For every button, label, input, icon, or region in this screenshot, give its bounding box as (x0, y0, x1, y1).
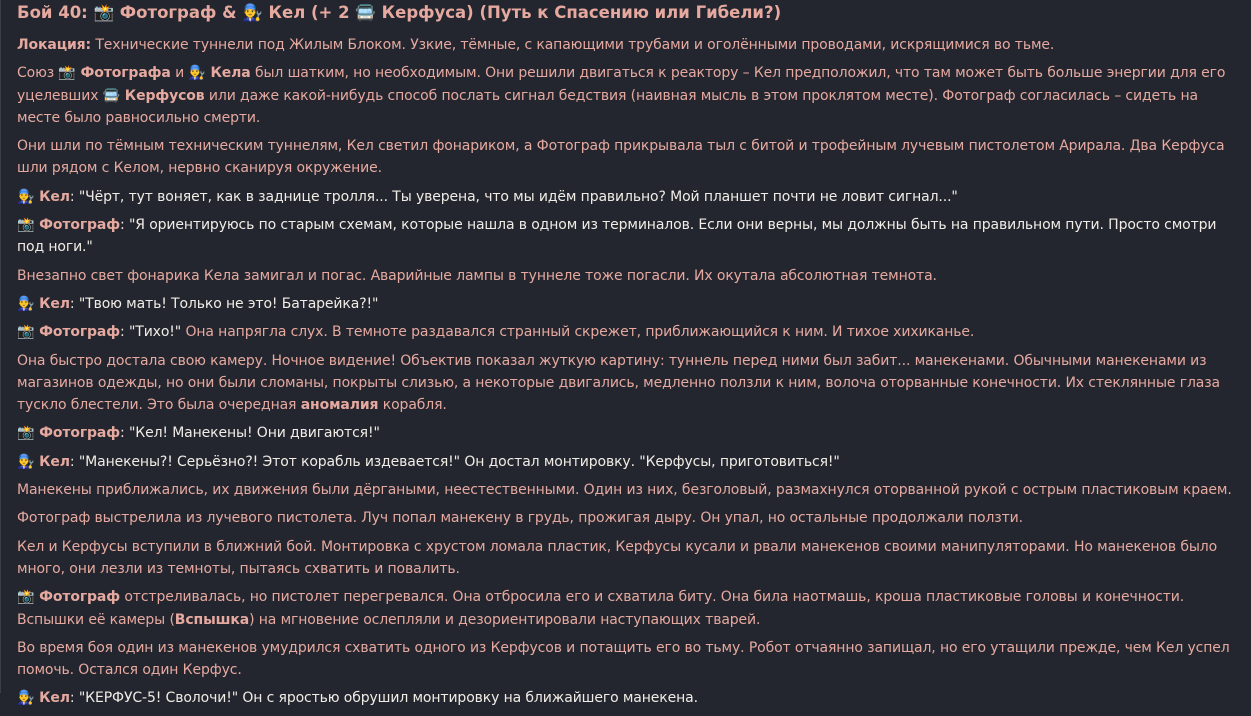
dialogue-text: : "Тихо!" (120, 324, 182, 341)
dialogue-text: : "Твою мать! Только не это! Батарейка?!" (69, 295, 379, 312)
dialogue-text: : "КЕРФУС-5! Сволочи!" (69, 690, 239, 707)
camera-icon: 📸 (17, 324, 35, 341)
narration-paragraph: Манекены приближались, их движения были дёргаными, неестественными. Один из них, безголовый, размахнулся оторванной рукой с острым пластиковым краем. (17, 482, 1232, 499)
mechanic-icon: 👨‍🔧 (17, 188, 35, 205)
dialogue-text: : "Кел! Манекены! Они двигаются!" (120, 425, 380, 442)
text-span: был шатким, но необходимым. Они решили двигаться к реактору – Кел предположил, что там может быть больше энергии для его уцелевших (17, 65, 1226, 104)
mechanic-icon: 👨‍🔧 (188, 65, 206, 82)
dialogue-line (17, 451, 1239, 473)
flash-term: Вспышка (174, 611, 250, 628)
speaker-name: Фотограф (34, 217, 121, 234)
location-paragraph (17, 34, 1239, 56)
text-span: и (170, 65, 189, 82)
story-content (17, 34, 1239, 716)
speaker-name: Кел (34, 453, 70, 470)
text-span: отстреливалась, но пистолет перегревался. Она отбросила его и схватила биту. Она била наотмашь, кроша пластиковые головы и конечности. Вспышки её камеры ( (17, 589, 1185, 628)
speaker-name: Фотограф (34, 324, 121, 341)
fight-title: Бой 40: 📸 Фотограф & 👨‍🔧 Кел (+ 2 🚍 Керфуса) (Путь к Спасению или Гибели?) (17, 3, 782, 22)
mechanic-icon: 👨‍🔧 (17, 453, 35, 470)
dialogue-line (17, 186, 1239, 208)
narration-paragraph (17, 586, 1239, 631)
speaker-name: Кел (34, 295, 70, 312)
camera-icon: 📸 (17, 217, 35, 234)
dialogue-line (17, 321, 1239, 343)
dialogue-line (17, 214, 1239, 259)
narration-paragraph: Фотограф выстрелила из лучевого пистолета. Луч попал манекену в грудь, прожигая дыру. Он упал, но остальные продолжали ползти. (17, 510, 1023, 527)
kel-name: Кела (205, 65, 251, 82)
dialogue-text: Он достал монтировку. "Керфусы, приготовиться!" (459, 453, 840, 470)
kerfus-name: Керфусов (120, 87, 205, 104)
speaker-name: Кел (34, 690, 70, 707)
dialogue-line (17, 293, 1239, 315)
speaker-name: Фотограф (34, 589, 121, 606)
speaker-name: Кел (34, 188, 70, 205)
text-span: ) на мгновение ослепляли и дезориентировали наступающих тварей. (249, 611, 761, 628)
anomaly-term: аномалия (300, 397, 379, 414)
camera-icon: 📸 (17, 589, 35, 606)
mechanic-icon: 👨‍🔧 (17, 295, 35, 312)
narration-paragraph: Во время боя один из манекенов умудрился схватить одного из Керфусов и потащить его во тьму. Робот отчаянно запищал, но его утащили прежде, чем Кел успел помочь. Остался один Керфус. (17, 639, 1230, 679)
dialogue-text: Он с яростью обрушил монтировку на ближайшего манекена. (238, 690, 698, 707)
photographer-name: Фотографа (75, 65, 171, 82)
dialogue-text: : "Я ориентируюсь по старым схемам, которые нашла в одном из терминалов. Если они верны, мы должны быть на правильном пути. Просто смотри под ноги." (17, 217, 1217, 256)
camera-icon: 📸 (17, 425, 35, 442)
dialogue-line (17, 687, 1239, 709)
narration-paragraph: Внезапно свет фонарика Кела замигал и погас. Аварийные лампы в туннеле тоже погасли. Их окутала абсолютная темнота. (17, 267, 937, 284)
text-span: Союз (17, 65, 59, 82)
dialogue-text: : "Манекены?! Серьёзно?! Этот корабль издевается!" (69, 453, 460, 470)
camera-icon: 📸 (58, 65, 76, 82)
narration-text: Она напрягла слух. В темноте раздавался странный скрежет, приближающийся к ним. И тихое хихиканье. (181, 324, 975, 341)
narration-paragraph (17, 350, 1239, 417)
text-span: корабля. (378, 397, 447, 414)
speaker-name: Фотограф (34, 425, 121, 442)
dialogue-text: : "Чёрт, тут воняет, как в заднице тролля... Ты уверена, что мы идём правильно? Мой планшет почти не ловит сигнал..." (69, 188, 958, 205)
alliance-paragraph (17, 62, 1239, 129)
robot-icon: 🚍 (102, 87, 120, 104)
narration-paragraph: Они шли по тёмным техническим туннелям, Кел светил фонариком, а Фотограф прикрывала тыл с битой и трофейным лучевым пистолетом Арирала. Два Керфуса шли рядом с Келом, нервно сканируя окружение. (17, 138, 1225, 177)
mechanic-icon: 👨‍🔧 (17, 690, 35, 707)
text-span: или даже какой-нибудь способ послать сигнал бедствия (наивная мысль в этом проклятом месте). Фотограф согласилась – сидеть на месте было равносильно смерти. (17, 87, 1198, 126)
location-text: Технические туннели под Жилым Блоком. Узкие, тёмные, с капающими трубами и оголёнными проводами, искрящимися во тьме. (91, 37, 1055, 53)
location-label: Локация: (17, 37, 92, 53)
narration-paragraph: Кел и Керфусы вступили в ближний бой. Монтировка с хрустом ломала пластик, Керфусы кусали и рвали манекенов своими манипуляторами. Но манекенов было много, они лезли из темноты, пытаясь схватить и повалить. (17, 538, 1218, 577)
dialogue-line (17, 422, 1239, 444)
text-span: Она быстро достала свою камеру. Ночное видение! Объектив показал жуткую картину: туннель перед ними был забит... манекенами. Обычными манекенами из магазинов одежды, но они были сломаны, покрыты слизью, а некоторые двигались, медленно ползли к ним, волоча оторванные конечности. Их стеклянные глаза тускло блестели. Это была очередная (17, 352, 1221, 414)
